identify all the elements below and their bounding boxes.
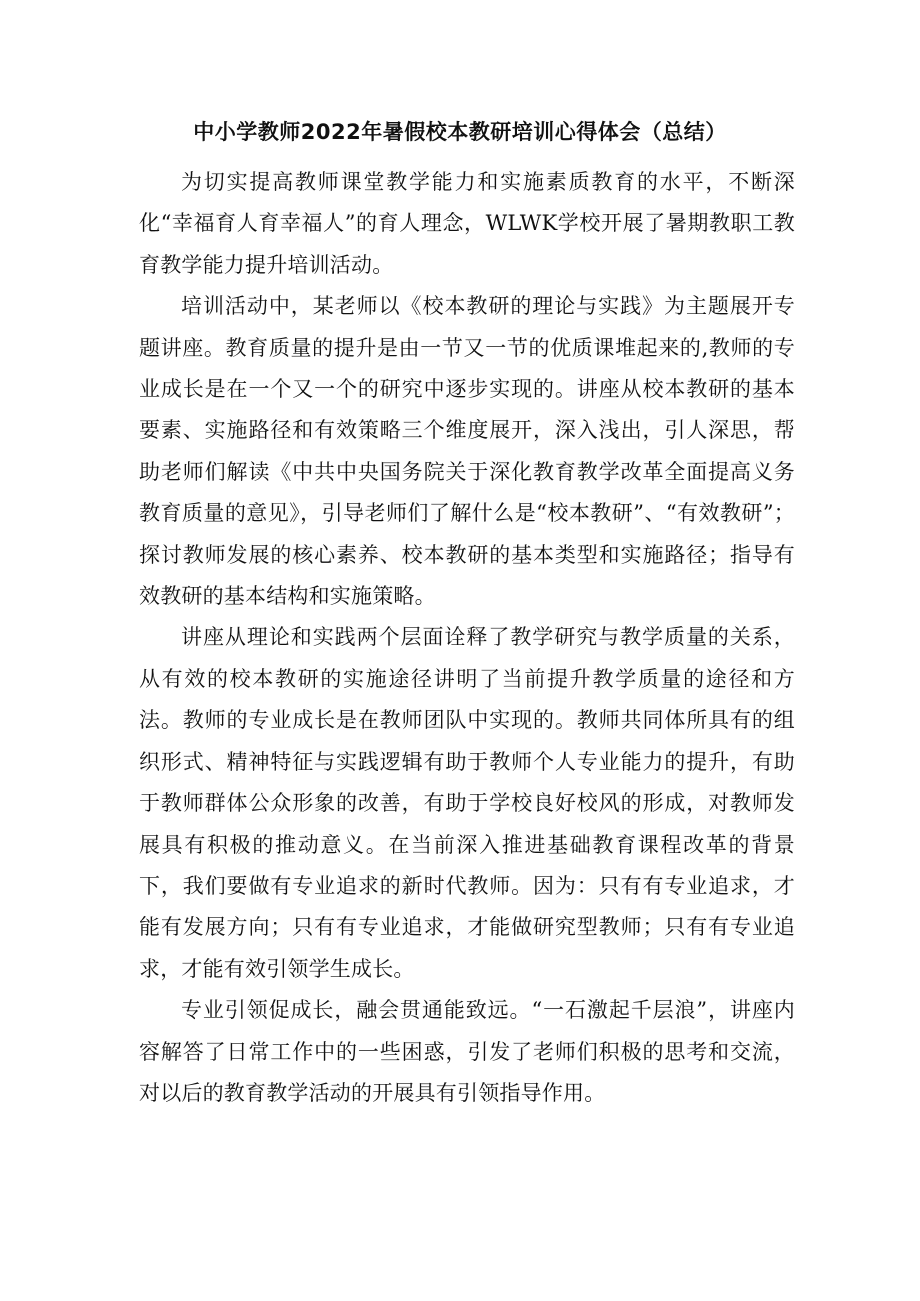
- document-title: 中小学教师2022年暑假校本教研培训心得体会（总结）: [193, 120, 727, 144]
- paragraph-1: 为切实提高教师课堂教学能力和实施素质教育的水平，不断深化“幸福育人育幸福人”的育人理念，WLWK学校开展了暑期教职工教育教学能力提升培训活动。: [139, 170, 795, 277]
- document-body: [139, 162, 795, 1114]
- paragraph-4: 专业引领促成长，融会贯通能致远。“一石激起千层浪”，讲座内容解答了日常工作中的一些困惑，引发了老师们积极的思考和交流，对以后的教育教学活动的开展具有引领指导作用。: [139, 998, 795, 1105]
- paragraph-2: 培训活动中，某老师以《校本教研的理论与实践》为主题展开专题讲座。教育质量的提升是由一节又一节的优质课堆起来的,教师的专业成长是在一个又一个的研究中逐步实现的。讲座从校本教研的基本要素、实施路径和有效策略三个维度展开，深入浅出，引人深思，帮助老师们解读《中共中央国务院关于深化教育教学改革全面提高义务教育质量的意见》，引导老师们了解什么是“校本教研”、“有效教研”；探讨教师发展的核心素养、校本教研的基本类型和实施路径；指导有效教研的基本结构和实施策略。: [139, 294, 795, 609]
- paragraph-3: 讲座从理论和实践两个层面诠释了教学研究与教学质量的关系，从有效的校本教研的实施途径讲明了当前提升教学质量的途径和方法。教师的专业成长是在教师团队中实现的。教师共同体所具有的组织形式、精神特征与实践逻辑有助于教师个人专业能力的提升，有助于教师群体公众形象的改善，有助于学校良好校风的形成，对教师发展具有积极的推动意义。在当前深入推进基础教育课程改革的背景下，我们要做有专业追求的新时代教师。因为：只有有专业追求，才能有发展方向；只有有专业追求，才能做研究型教师；只有有专业追求，才能有效引领学生成长。: [139, 625, 795, 981]
